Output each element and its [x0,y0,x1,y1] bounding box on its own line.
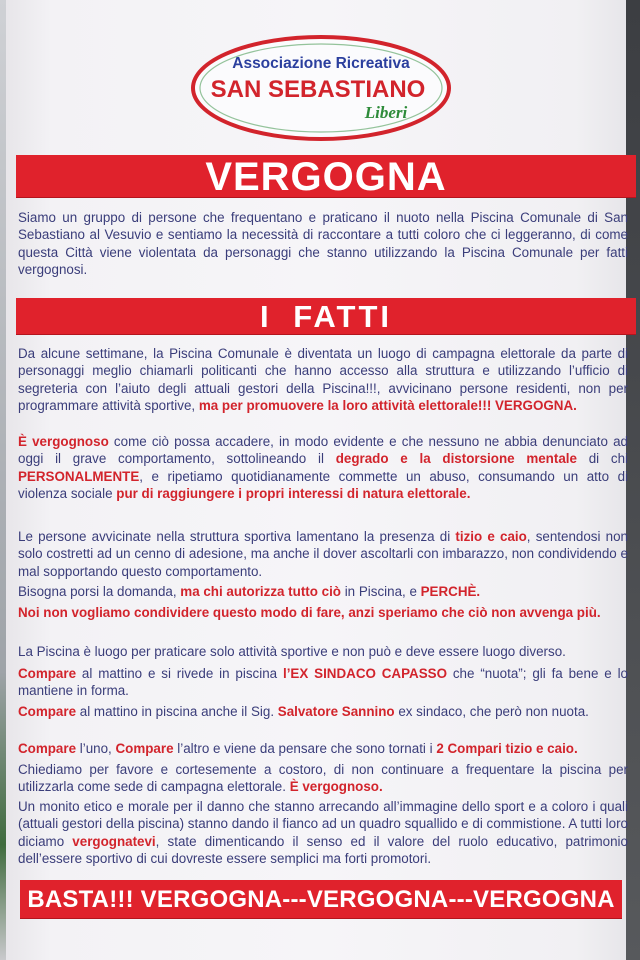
p11-text-a: Un monito etico e morale per il danno che stanno arrecando all’immagine dello sport e a coloro i quali (attuali gestori della piscina) stanno dando il fianco ad un quadro squallido e di commistione. A tutti loro diciamo [18,799,628,849]
intro-paragraph: Siamo un gruppo di persone che frequentano e praticano il nuoto nella Piscina Comunale di San Sebastiano al Vesuvio e sentiamo la necessità di raccontare a tutti coloro che ci leggeranno, di come questa Città viene violentata da personaggi che stanno utilizzando la Piscina Comunale per fatti vergognosi. [18,210,628,278]
paragraph-4 [18,583,628,600]
paragraph-6: La Piscina è luogo per praticare solo attività sportive e non può e deve essere luogo diverso. [18,644,566,659]
p9-text-d: l’altro e viene da pensare che sono tornati i [173,741,437,756]
wall-edge-right [626,0,640,960]
p8-text-d: ex sindaco, che però non nuota. [394,704,589,719]
paragraph-3 [18,528,628,580]
p7-compare: Compare [18,666,77,681]
p9-text-b: l’uno, [76,741,116,756]
p9-highlight-e: 2 Compari tizio e caio. [436,741,578,756]
p7-text-b: al mattino e si rivede in piscina [76,666,283,681]
p4-text-a: Bisogna porsi la domanda, [18,584,181,599]
p9-compare-c: Compare [115,741,174,756]
p2-highlight-e: PERSONALMENTE [18,468,140,484]
p11-highlight-b: vergognatevi [72,833,156,849]
paragraph-5: Noi non vogliamo condividere questo modo di fare, anzi speriamo che ciò non avvenga più. [18,605,601,620]
p4-text-c: in Piscina, e [340,584,421,599]
p11-text-c: , state dimenticando il senso ed il valore del ruolo educativo, patrimonio dell’essere sportivo di cui dovreste essere semplici ma forti promotori. [18,833,628,867]
paragraph-8 [18,703,628,720]
title-banner: VERGOGNA [16,155,636,197]
paragraph-9 [18,740,628,757]
p2-highlight-c: degrado e la distorsione mentale [335,451,577,467]
p9-compare-a: Compare [18,741,77,756]
paragraph-2 [18,433,628,503]
p7-text-d: che “nuota”; gli fa bene e lo mantiene in forma. [18,666,628,699]
p3-text-a: Le persone avvicinate nella struttura sportiva lamentano la presenza di [18,529,456,544]
logo-line2: SAN SEBASTIANO [210,76,426,103]
p3-highlight: tizio e caio [455,529,527,544]
p2-text-d: di chi [576,451,628,467]
p8-highlight-c: Salvatore Sannino [277,704,395,719]
logo-line3: Liberi [364,103,408,122]
association-logo [190,34,452,142]
p10-text-a: Chiediamo per favore e cortesemente a costoro, di non continuare a frequentare la piscina per utilizzarla come sede di campagna elettorale. [18,762,628,795]
p2-highlight-g: pur di raggiungere i propri interessi di natura elettorale. [116,486,471,502]
paragraph-11 [18,798,628,868]
p3-text-c: , sentendosi non solo costretti ad un cenno di adesione, ma anche il dover ascoltarli con imbarazzo, non condividendo e mal sopportando questo comportamento. [18,529,628,579]
p2-text-f: , e ripetiamo quotidianamente commette un abuso, consumando un atto di violenza sociale [18,468,628,502]
p4-highlight-b: ma chi autorizza tutto ciò [180,584,341,599]
p10-highlight-b: È vergognoso. [289,779,383,795]
p7-highlight-c: l’EX SINDACO CAPASSO [282,666,447,681]
footer-banner: BASTA!!! VERGOGNA---VERGOGNA---VERGOGNA [20,880,622,918]
p4-highlight-d: PERCHÈ. [420,584,481,599]
paragraph-7 [18,665,628,700]
p2-text-b: come ciò possa accadere, in modo evidente e che nessuno ne abbia denunciato ad oggi il grave comportamento, sottolineando il [18,434,628,467]
p8-compare: Compare [18,704,77,719]
p2-highlight-a: È vergognoso [18,434,109,449]
paragraph-1 [18,345,628,415]
p8-text-b: al mattino in piscina anche il Sig. [76,704,278,719]
p1-highlight: ma per promuovere la loro attività elettorale!!! VERGOGNA. [198,398,577,414]
p1-text: Da alcune settimane, la Piscina Comunale è diventata un luogo di campagna elettorale da parte di personaggi meglio chiamarli politicanti che hanno accesso alla struttura e utilizzando l’ufficio di segreteria con l’aiuto degli attuali gestori della Piscina!!!, avvicinano persone residenti, non per programmare attività sportive, [18,346,628,414]
paragraph-10 [18,761,628,796]
poster-edge-left [0,0,6,960]
logo-line1: Associazione Ricreativa [232,55,410,72]
section-banner-fatti: I FATTI [16,298,636,334]
